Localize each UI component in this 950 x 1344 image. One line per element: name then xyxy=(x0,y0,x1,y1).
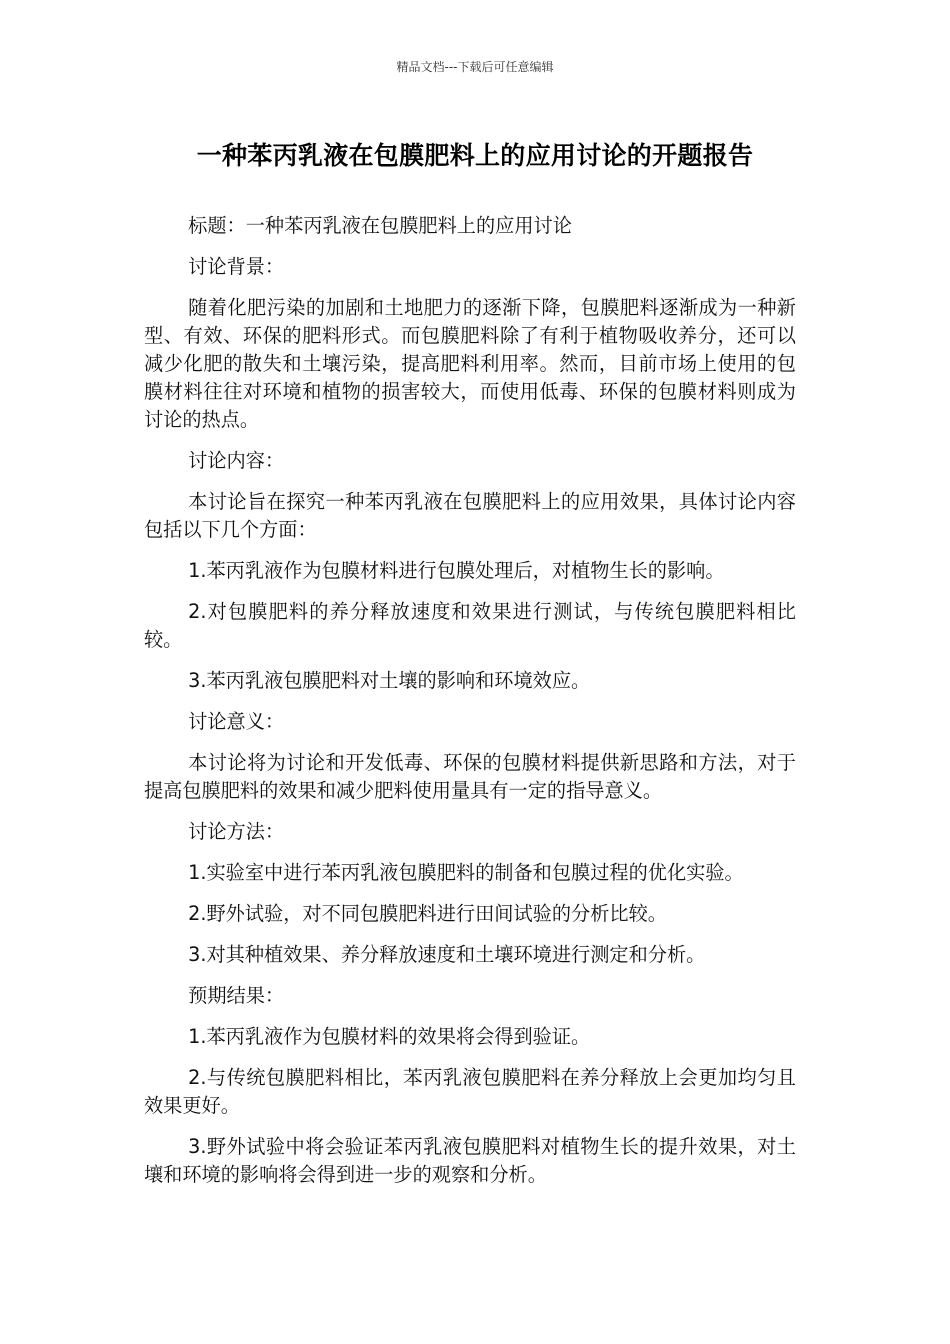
list-item-method-3: 3.对其种植效果、养分释放速度和土壤环境进行测定和分析。 xyxy=(188,943,706,966)
list-item-result-1: 1.苯丙乳液作为包膜材料的效果将会得到验证。 xyxy=(188,1025,591,1048)
section-heading-methods: 讨论方法： xyxy=(188,820,285,843)
list-item-content-1: 1.苯丙乳液作为包膜材料进行包膜处理后，对植物生长的影响。 xyxy=(188,559,725,582)
paragraph-content-intro: 本讨论旨在探究一种苯丙乳液在包膜肥料上的应用效果，具体讨论内容包括以下几个方面： xyxy=(144,490,796,541)
paragraph-title-line: 标题：一种苯丙乳液在包膜肥料上的应用讨论 xyxy=(188,214,572,237)
list-item-result-3: 3.野外试验中将会验证苯丙乳液包膜肥料对植物生长的提升效果，对土壤和环境的影响将会得到进一步的观察和分析。 xyxy=(144,1135,796,1186)
section-heading-content: 讨论内容： xyxy=(188,449,285,472)
list-item-content-3: 3.苯丙乳液包膜肥料对土壤的影响和环境效应。 xyxy=(188,669,591,692)
list-item-method-1: 1.实验室中进行苯丙乳液包膜肥料的制备和包膜过程的优化实验。 xyxy=(188,861,744,884)
list-item-content-2: 2.对包膜肥料的养分释放速度和效果进行测试，与传统包膜肥料相比较。 xyxy=(144,600,796,651)
page-header-watermark: 精品文档---下载后可任意编辑 xyxy=(396,60,554,74)
section-heading-background: 讨论背景： xyxy=(188,255,285,278)
document-title: 一种苯丙乳液在包膜肥料上的应用讨论的开题报告 xyxy=(196,141,754,170)
list-item-result-2: 2.与传统包膜肥料相比，苯丙乳液包膜肥料在养分释放上会更加均匀且效果更好。 xyxy=(144,1066,796,1117)
paragraph-background: 随着化肥污染的加剧和土地肥力的逐渐下降，包膜肥料逐渐成为一种新型、有效、环保的肥料形式。而包膜肥料除了有利于植物吸收养分，还可以减少化肥的散失和土壤污染，提高肥料利用率。然而，目前市场上使用的包膜材料往往对环境和植物的损害较大，而使用低毒、环保的包膜材料则成为讨论的热点。 xyxy=(144,296,796,431)
section-heading-significance: 讨论意义： xyxy=(188,710,285,733)
section-heading-expected-results: 预期结果： xyxy=(188,984,285,1007)
document-body xyxy=(144,212,796,1202)
paragraph-significance: 本讨论将为讨论和开发低毒、环保的包膜材料提供新思路和方法，对于提高包膜肥料的效果和减少肥料使用量具有一定的指导意义。 xyxy=(144,751,796,802)
list-item-method-2: 2.野外试验，对不同包膜肥料进行田间试验的分析比较。 xyxy=(188,902,667,925)
